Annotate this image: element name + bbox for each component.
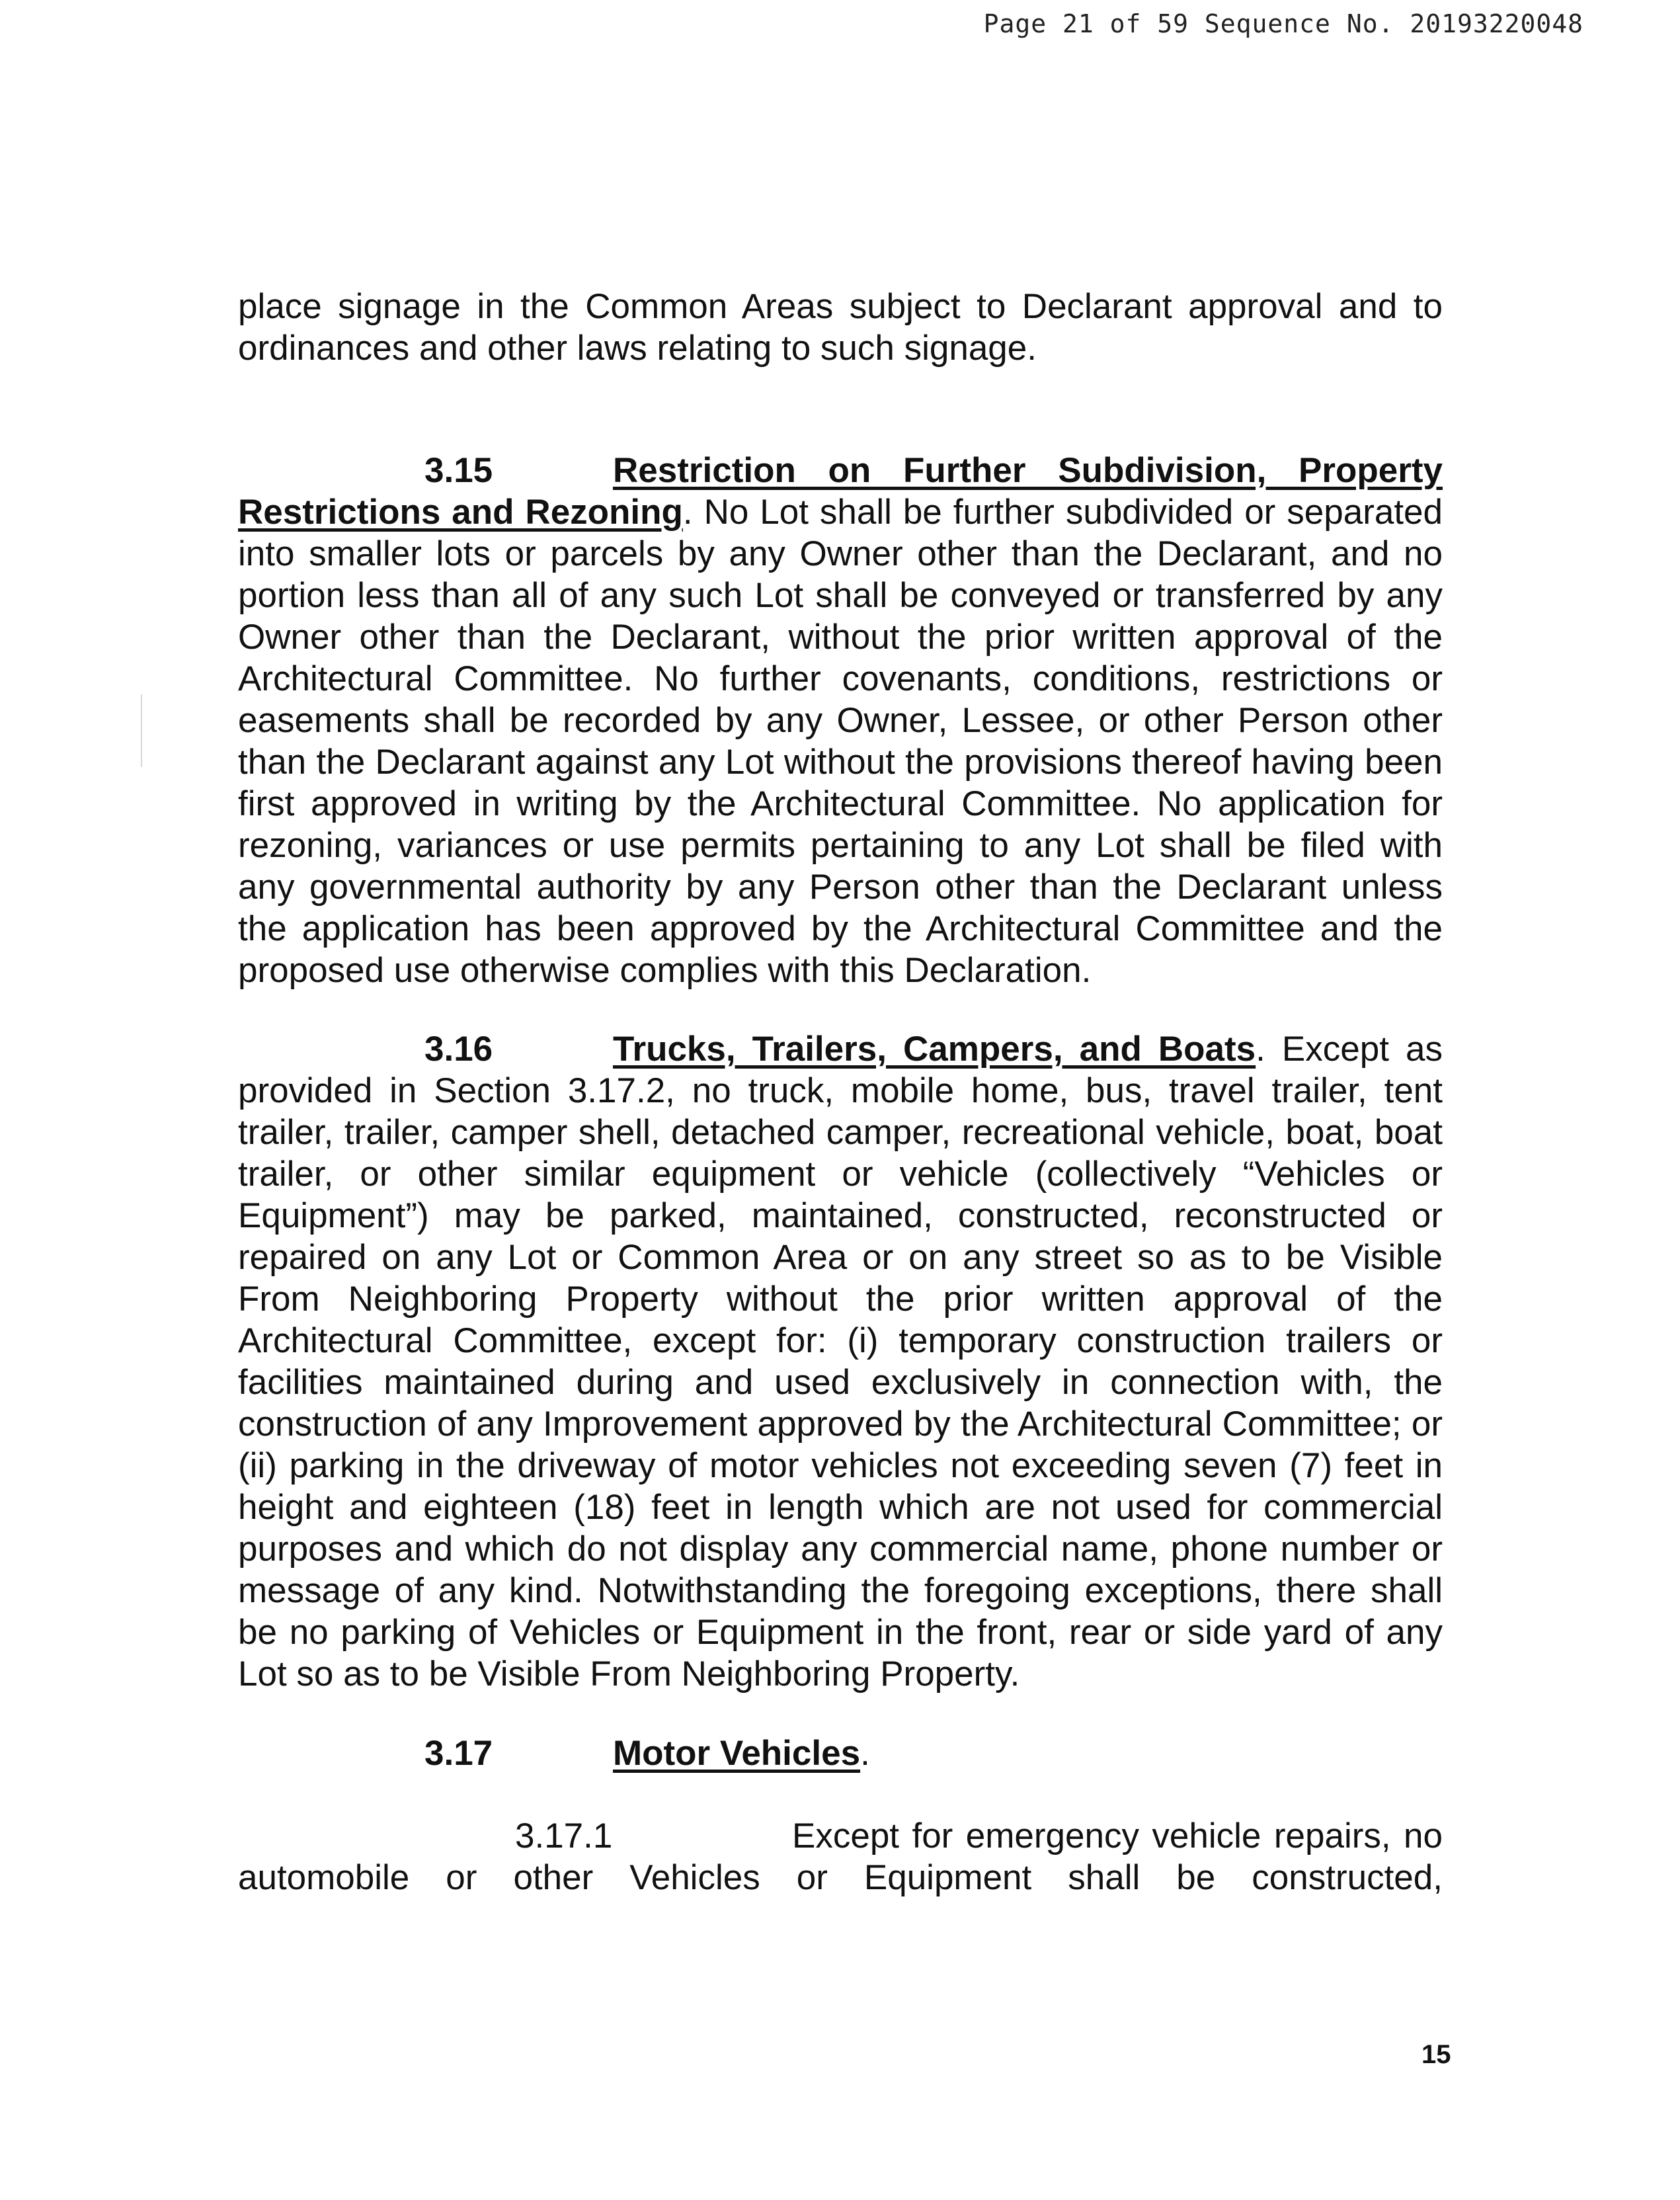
scan-artifact-line <box>141 694 142 767</box>
section-3-15-number: 3.15 <box>424 451 493 490</box>
section-3-17 <box>238 1732 1443 1774</box>
section-3-15-title-period: . <box>682 493 693 532</box>
intro-paragraph-block <box>238 286 1443 369</box>
section-3-16-number: 3.16 <box>424 1030 493 1069</box>
section-3-17-heading <box>238 1732 1443 1774</box>
section-3-16-title-period: . <box>1256 1030 1265 1069</box>
section-3-15-paragraph <box>238 450 1443 991</box>
section-3-16-body: Except as provided in Section 3.17.2, no truck, mobile home, bus, travel trailer, tent trailer, trailer, camper shell, detached camper, recreational vehicle, boat, boat trailer, or other similar equipment or vehicle (collectively “Vehicles or Equipment”) may be parked, maintained, constructed, reconstructed or repaired on any Lot or Common Area or on any street so as to be Visible From Neighboring Property without the prior written approval of the Architectural Committee, except for: (i) temporary construction trailers or facilities maintained during and used exclusively in connection with, the construction of any Improvement approved by the Architectural Committee; or (ii) parking in the driveway of motor vehicles not exceeding seven (7) feet in height and eighteen (18) feet in length which are not used for commercial purposes and which do not display any commercial name, phone number or message of any kind. Notwithstanding the foregoing exceptions, there shall be no parking of Vehicles or Equipment in the front, rear or side yard of any Lot so as to be Visible From Neighboring Property. <box>238 1030 1443 1693</box>
section-3-15-title: Restriction on Further Subdivision, Property Restrictions and Rezoning <box>238 451 1443 532</box>
section-3-16-paragraph <box>238 1028 1443 1695</box>
section-3-17-1-paragraph <box>238 1815 1443 1898</box>
intro-paragraph: place signage in the Common Areas subject to Declarant approval and to ordinances and other laws relating to such signage. <box>238 287 1443 368</box>
section-3-16-title: Trucks, Trailers, Campers, and Boats <box>613 1030 1256 1069</box>
section-3-17-number: 3.17 <box>424 1734 493 1773</box>
section-3-17-1-number: 3.17.1 <box>515 1816 613 1855</box>
page-sequence-header: Page 21 of 59 Sequence No. 20193220048 <box>983 9 1583 38</box>
section-3-15-body: No Lot shall be further subdivided or separated into smaller lots or parcels by any Owner other than the Declarant, and no portion less than all of any such Lot shall be conveyed or transferred by any Owner other than the Declarant, without the prior written approval of the Architectural Committee. No further covenants, conditions, restrictions or easements shall be recorded by any Owner, Lessee, or other Person other than the Declarant against any Lot without the provisions thereof having been first approved in writing by the Architectural Committee. No application for rezoning, variances or use permits pertaining to any Lot shall be filed with any governmental authority by any Person other than the Declarant unless the application has been approved by the Architectural Committee and the proposed use otherwise complies with this Declaration. <box>238 493 1443 990</box>
section-3-17-title: Motor Vehicles <box>613 1734 861 1773</box>
section-3-16 <box>238 1028 1443 1695</box>
section-3-17-1 <box>238 1815 1443 1898</box>
page-number: 15 <box>1421 2040 1451 2069</box>
section-3-17-title-period: . <box>860 1734 870 1773</box>
section-3-17-1-body: Except for emergency vehicle repairs, no automobile or other Vehicles or Equipment shall be constructed, <box>238 1816 1443 1897</box>
section-3-15 <box>238 450 1443 991</box>
